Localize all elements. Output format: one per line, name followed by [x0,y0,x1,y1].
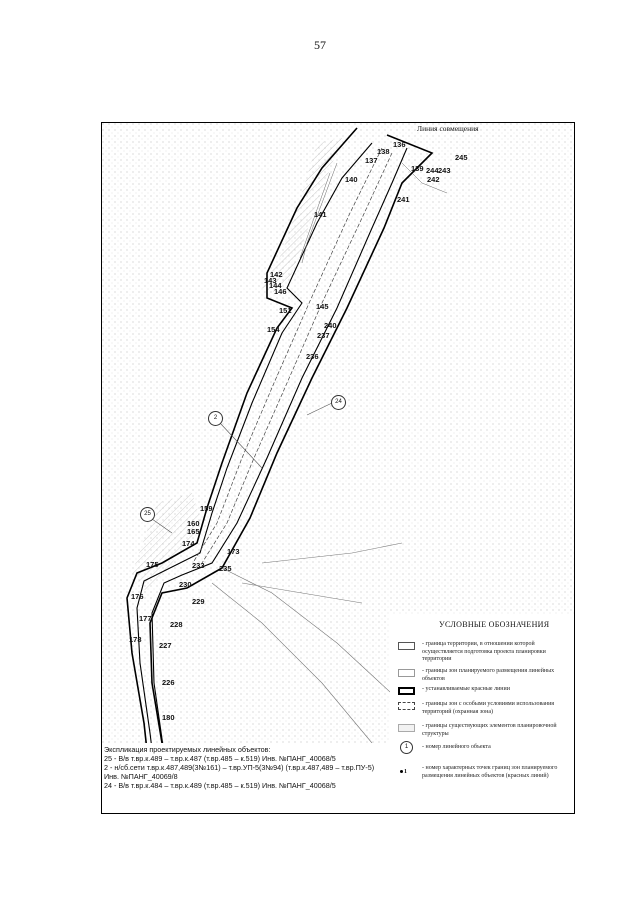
explication-title: Экспликация проектируемых линейных объектов: [104,745,271,754]
point-label: 236 [306,352,319,361]
point-label: 144 [269,281,282,290]
point-label: 142 [270,270,283,279]
point-label: 240 [324,321,337,330]
legend-text: - номер линейного объекта [422,744,491,750]
zone-boundary-symbol [398,669,415,677]
legend-title: УСЛОВНЫЕ ОБОЗНАЧЕНИЯ [439,620,550,629]
point-label: 175 [146,560,159,569]
object-number-symbol: 1 [400,741,413,754]
point-label: 233 [192,561,205,570]
explication-line: Инв. №ПАНГ_40069/8 [104,772,178,781]
point-label: 178 [129,635,142,644]
point-label: 160 [187,519,200,528]
point-label: 228 [170,620,183,629]
point-label: 242 [427,175,440,184]
point-label: 140 [345,175,358,184]
territory-boundary-symbol [398,642,415,650]
legend-text: - номер характерных точек границ зон планируемого размещения линейных объектов (красных линий) [422,765,558,779]
point-label: 139 [411,164,424,173]
explication-line: 2 - н/сб.сети т.вр.к.487,489(3№161) – т.вр.УП-5(3№94) (т.вр.к.487,489 – т.вр.ПУ-5) [104,763,375,772]
object-marker: 24 [331,395,346,410]
point-label: 154 [267,325,280,334]
point-label: 229 [192,597,205,606]
object-marker: 25 [140,507,155,522]
point-note-number: 1 [404,769,407,775]
point-label: 151 [279,306,292,315]
object-marker: 2 [208,411,223,426]
point-label: 173 [227,547,240,556]
explication-line: 25 - В/в т.вр.к.489 – т.вр.к.487 (т.вр.485 – к.519) Инв. №ПАНГ_40068/5 [104,754,336,763]
legend-text: - граница территории, в отношении которой осуществляется подготовка проекта планировки территории [422,641,546,662]
point-label: 227 [159,641,172,650]
point-label: 180 [162,713,175,722]
point-label: 165 [187,527,200,536]
point-label: 241 [397,195,410,204]
map-frame [101,122,575,814]
point-label: 177 [139,614,152,623]
point-label: 137 [365,156,378,165]
point-label: 136 [393,140,406,149]
point-label: 159 [200,504,213,513]
point-label: 143 [264,276,277,285]
point-label: 146 [274,287,287,296]
point-label: 244 [426,166,439,175]
point-label: 237 [317,331,330,340]
legend-text: - границы зон планируемого размещения линейных объектов [422,668,555,682]
explication-line: 24 - В/в т.вр.к.484 – т.вр.к.489 (т.вр.485 – к.519) Инв. №ПАНГ_40068/5 [104,781,336,790]
explication [104,745,404,790]
point-label: 174 [182,539,195,548]
legend-text: - границы зон с особыми условиями использования территорий (охранная зона) [422,701,555,715]
point-label: 245 [455,153,468,162]
point-label: 138 [377,147,390,156]
point-label: 145 [316,302,329,311]
legend-text: - границы существующих элементов планировочной структуры [422,723,557,737]
red-lines-symbol [398,687,415,695]
seam-line-label: Линия совмещения [417,124,479,133]
point-label: 230 [179,580,192,589]
point-label: 176 [131,592,144,601]
special-zone-symbol [398,702,415,710]
point-label: 243 [438,166,451,175]
legend-text: - устанавливаемые красные линии [422,686,510,692]
page-number: 57 [314,38,326,52]
point-label: 141 [314,210,327,219]
point-label: 235 [219,564,232,573]
existing-structure-symbol [398,724,415,732]
point-label: 226 [162,678,175,687]
